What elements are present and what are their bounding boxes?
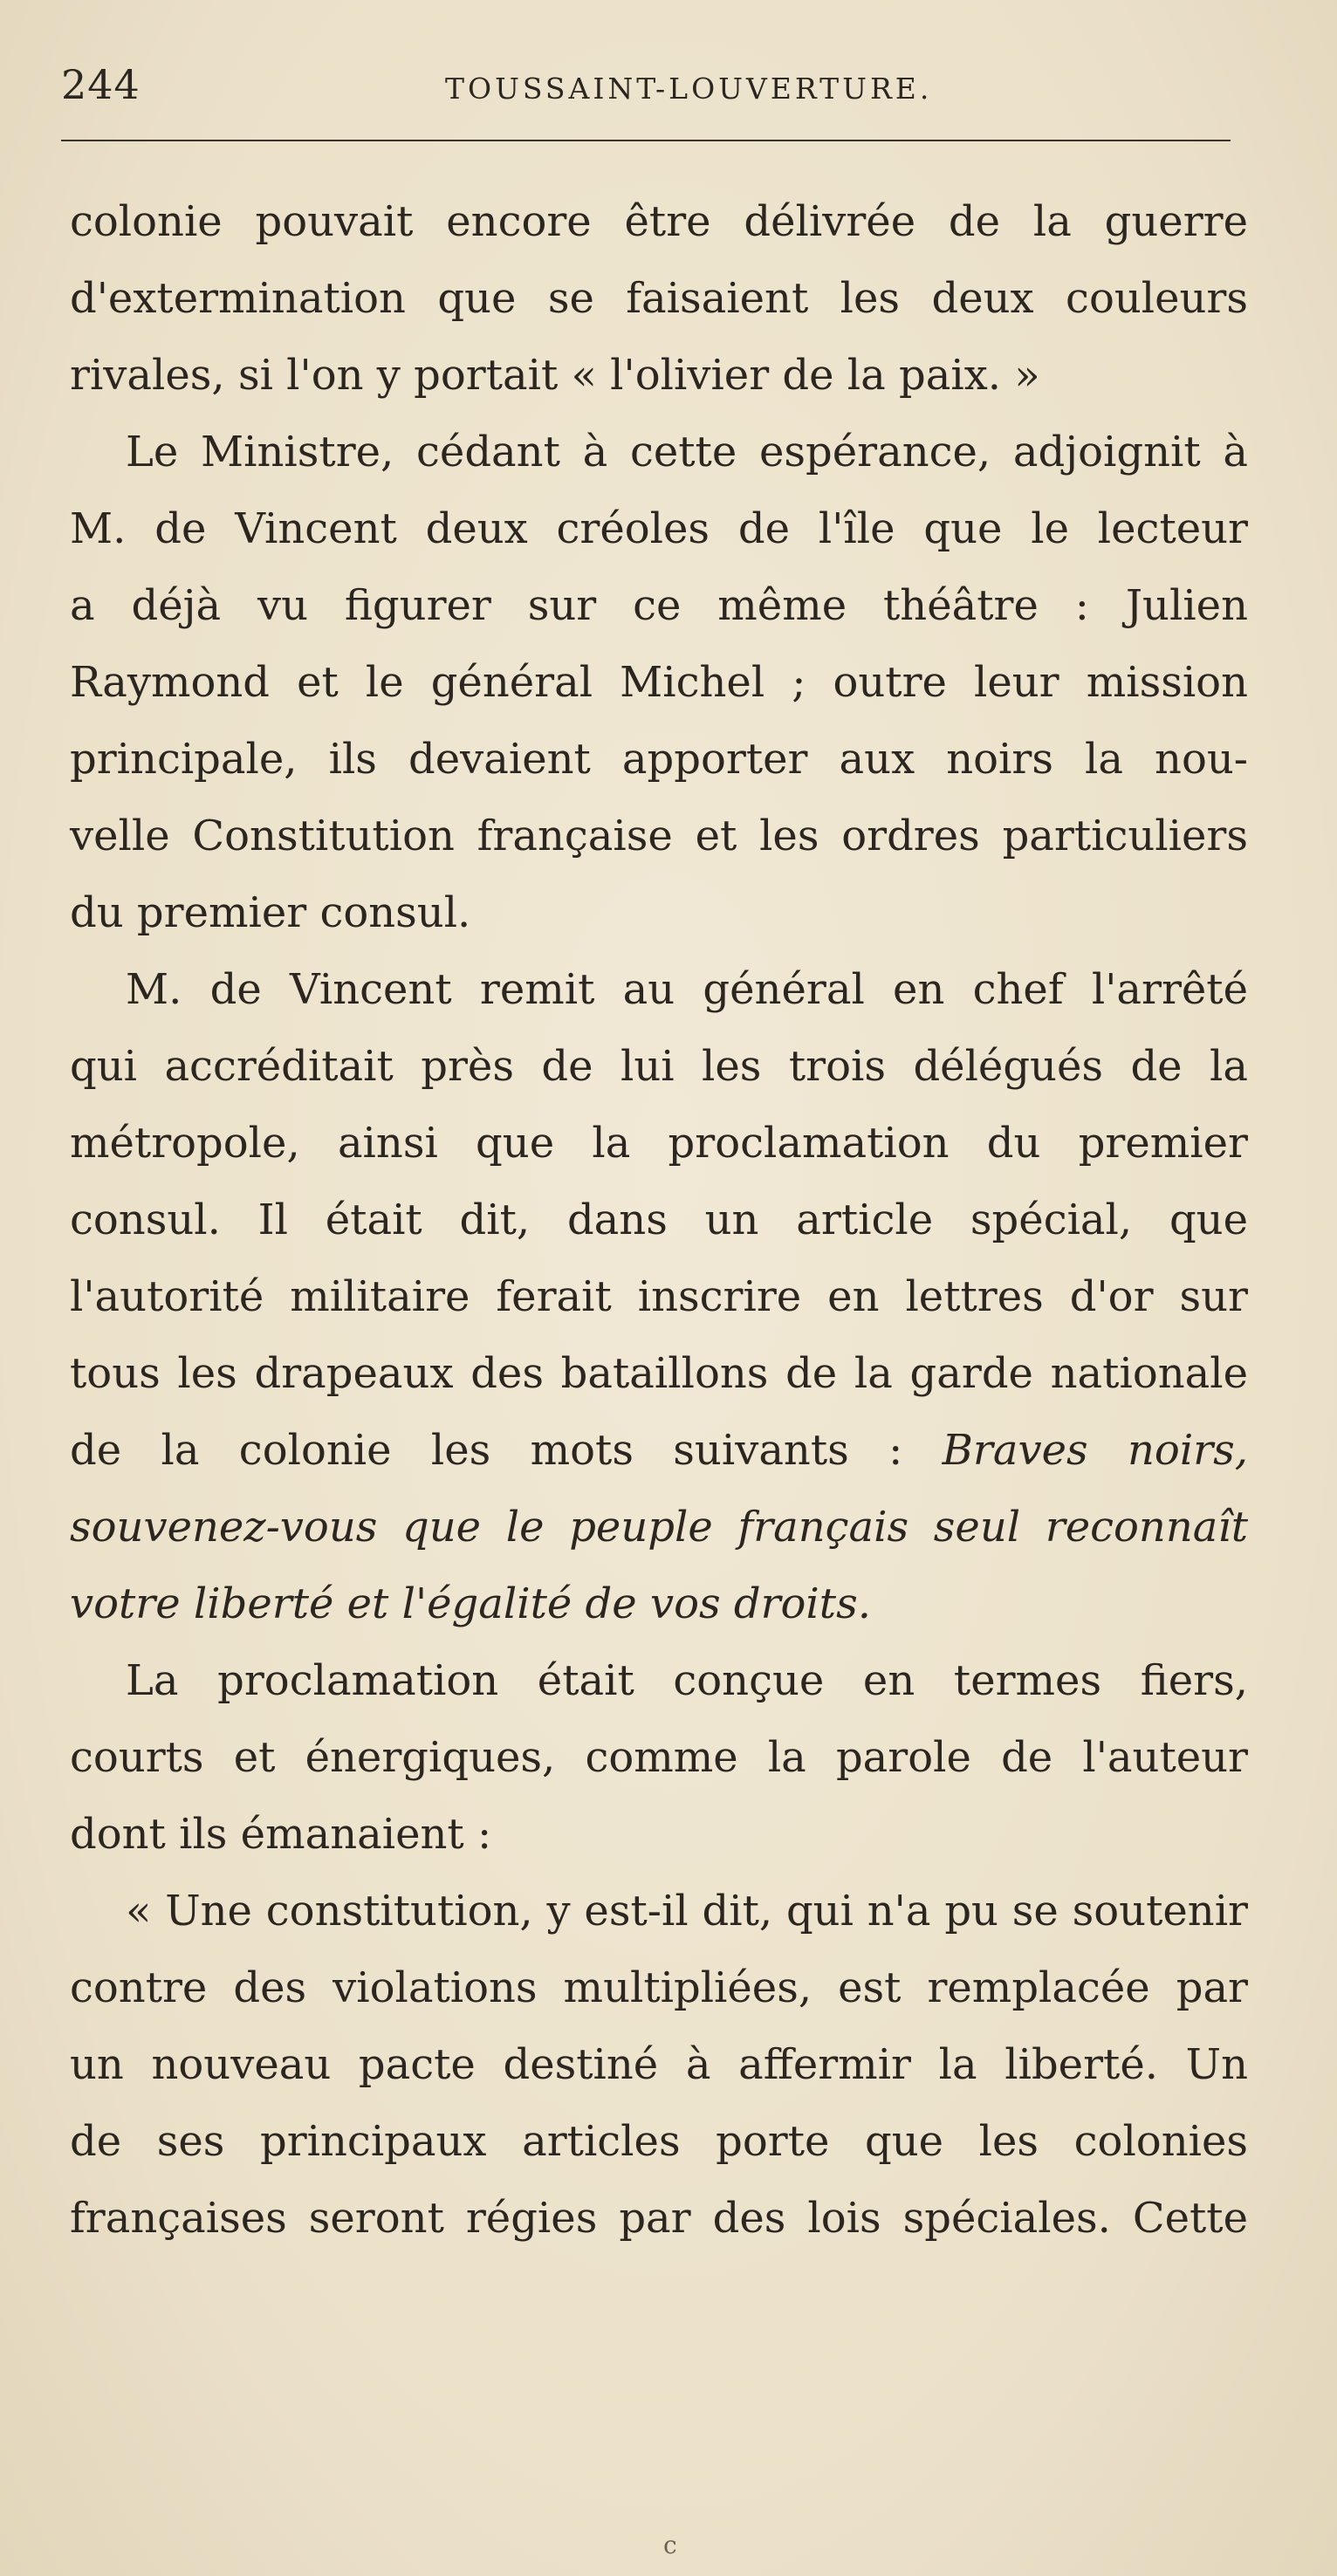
- text-line: consul. Il était dit, dans un article spécial, que: [70, 1196, 1248, 1244]
- text-line: La proclamation était conçue en termes fiers,: [126, 1656, 1248, 1705]
- text-line: qui accréditait près de lui les trois délégués de la: [70, 1042, 1248, 1091]
- motto-line: votre liberté et l'égalité de vos droits.: [70, 1579, 871, 1628]
- quote-line: de ses principaux articles porte que les colonies: [70, 2117, 1248, 2166]
- quote-line: « Une constitution, y est-il dit, qui n'a pu se soutenir: [126, 1887, 1248, 1935]
- text-segment: de la colonie les mots suivants :: [70, 1426, 903, 1475]
- text-line: Le Ministre, cédant à cette espérance, adjoignit à: [126, 428, 1248, 476]
- text-line: tous les drapeaux des bataillons de la garde nationale: [70, 1349, 1248, 1398]
- text-line: colonie pouvait encore être délivrée de la guerre: [70, 197, 1248, 246]
- text-line: velle Constitution française et les ordres particuliers: [70, 812, 1248, 860]
- text-line: M. de Vincent remit au général en chef l'arrêté: [126, 965, 1248, 1014]
- text-line: principale, ils devaient apporter aux noirs la nou-: [70, 735, 1248, 784]
- motto-text: Braves noirs,: [942, 1426, 1249, 1475]
- body-text: [70, 183, 1248, 2257]
- text-line: l'autorité militaire ferait inscrire en lettres d'or sur: [70, 1272, 1248, 1321]
- text-line: a déjà vu figurer sur ce même théâtre : Julien: [70, 581, 1248, 630]
- text-line: M. de Vincent deux créoles de l'île que le lecteur: [70, 504, 1248, 553]
- quote-line: françaises seront régies par des lois spéciales. Cette: [70, 2194, 1248, 2243]
- running-title: TOUSSAINT-LOUVERTURE.: [445, 72, 933, 106]
- text-line: [70, 1412, 1248, 1489]
- text-line: métropole, ainsi que la proclamation du premier: [70, 1119, 1248, 1168]
- signature-mark: c: [663, 2531, 677, 2559]
- header-rule: [61, 140, 1231, 141]
- text-line: du premier consul.: [70, 888, 471, 937]
- text-line: Raymond et le général Michel ; outre leur mission: [70, 658, 1248, 707]
- quote-line: contre des violations multipliées, est remplacée par: [70, 1963, 1248, 2012]
- page-header: [61, 54, 1248, 115]
- text-line: dont ils émanaient :: [70, 1810, 492, 1859]
- text-line: d'extermination que se faisaient les deux couleurs: [70, 274, 1248, 323]
- page-number: 244: [61, 61, 141, 108]
- quote-line: un nouveau pacte destiné à affermir la liberté. Un: [70, 2040, 1248, 2089]
- motto-line: souvenez-vous que le peuple français seul reconnaît: [70, 1503, 1248, 1552]
- text-line: rivales, si l'on y portait « l'olivier de la paix. »: [70, 351, 1040, 400]
- text-line: courts et énergiques, comme la parole de l'auteur: [70, 1733, 1248, 1782]
